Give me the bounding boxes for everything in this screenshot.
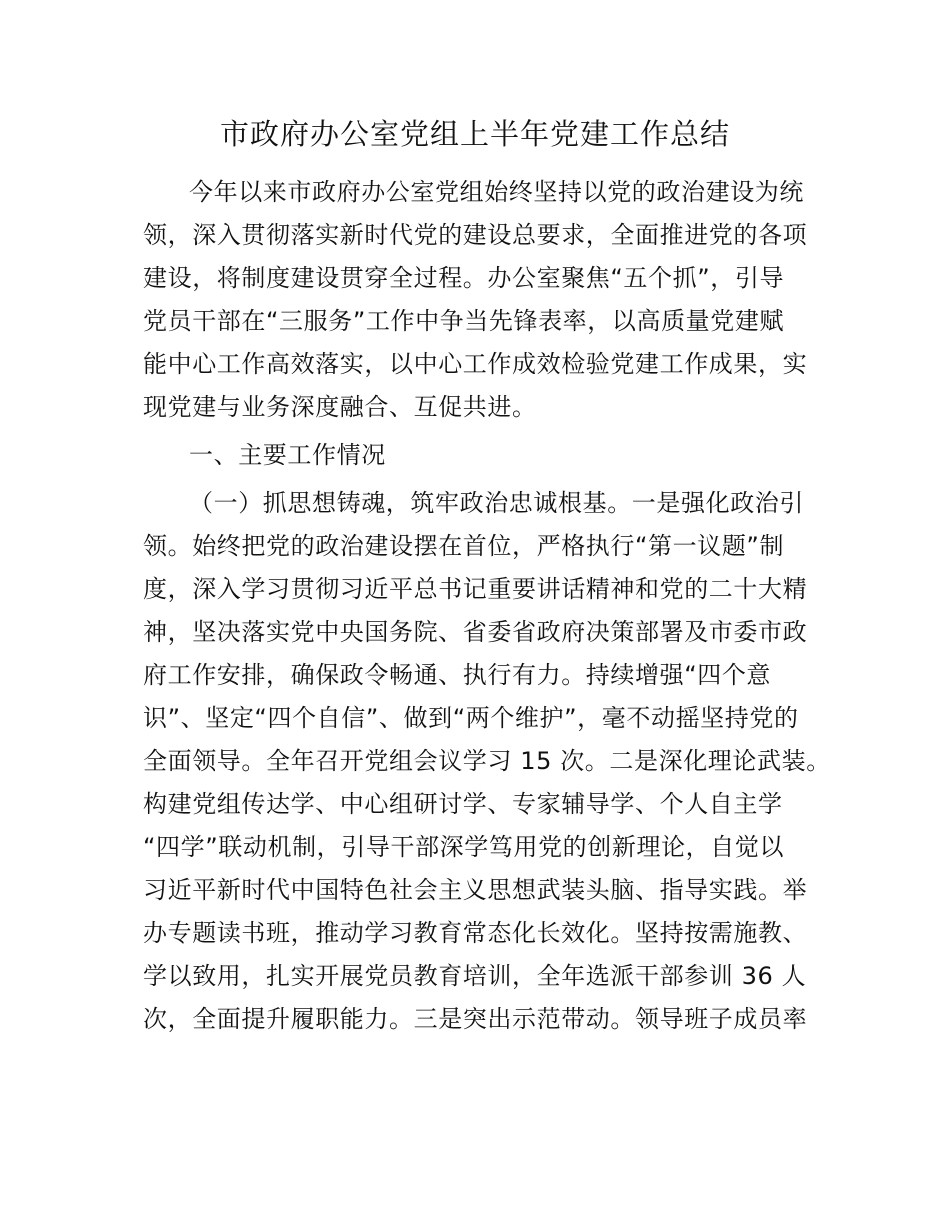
body-line: 构建党组传达学、中心组研讨学、专家辅导学、个人自主学 (143, 790, 783, 818)
body-line: 府工作安排，确保政令畅通、执行有力。持续增强“四个意 (143, 661, 772, 689)
body-line: 度，深入学习贯彻习近平总书记重要讲话精神和党的二十大精 (143, 575, 808, 603)
body-line: “四学”联动机制，引导干部深学笃用党的创新理论，自觉以 (143, 833, 785, 861)
body-line: 识”、坚定“四个自信”、做到“两个维护”，毫不动摇坚持党的 (143, 704, 799, 732)
body-line: 能中心工作高效落实，以中心工作成效检验党建工作成果，实 (143, 350, 808, 378)
body-line: 领，深入贯彻落实新时代党的建设总要求，全面推进党的各项 (143, 221, 808, 249)
body-line: 习近平新时代中国特色社会主义思想武装头脑、指导实践。举 (143, 876, 808, 904)
body-line: 现党建与业务深度融合、互促共进。 (143, 393, 537, 421)
body-line: 全面领导。全年召开党组会议学习 15 次。二是深化理论武装。 (143, 747, 831, 775)
body-line: 领。始终把党的政治建设摆在首位，严格执行“第一议题”制 (143, 532, 785, 560)
document-title: 市政府办公室党组上半年党建工作总结 (219, 117, 730, 151)
body-line: 党员干部在“三服务”工作中争当先锋表率，以高质量党建赋 (143, 307, 785, 335)
body-line: 今年以来市政府办公室党组始终坚持以党的政治建设为统 (189, 178, 804, 206)
body-line: 学以致用，扎实开展党员教育培训，全年选派干部参训 36 人 (143, 962, 807, 990)
body-line: 办专题读书班，推动学习教育常态化长效化。坚持按需施教、 (143, 919, 808, 947)
body-line: 建设，将制度建设贯穿全过程。办公室聚焦“五个抓”，引导 (143, 264, 785, 292)
body-line: 次，全面提升履职能力。三是突出示范带动。领导班子成员率 (143, 1005, 808, 1033)
section-heading: 一、主要工作情况 (189, 441, 386, 469)
body-line: 神，坚决落实党中央国务院、省委省政府决策部署及市委市政 (143, 618, 808, 646)
body-line: （一）抓思想铸魂，筑牢政治忠诚根基。一是强化政治引 (189, 489, 804, 517)
document-body (143, 171, 843, 1041)
